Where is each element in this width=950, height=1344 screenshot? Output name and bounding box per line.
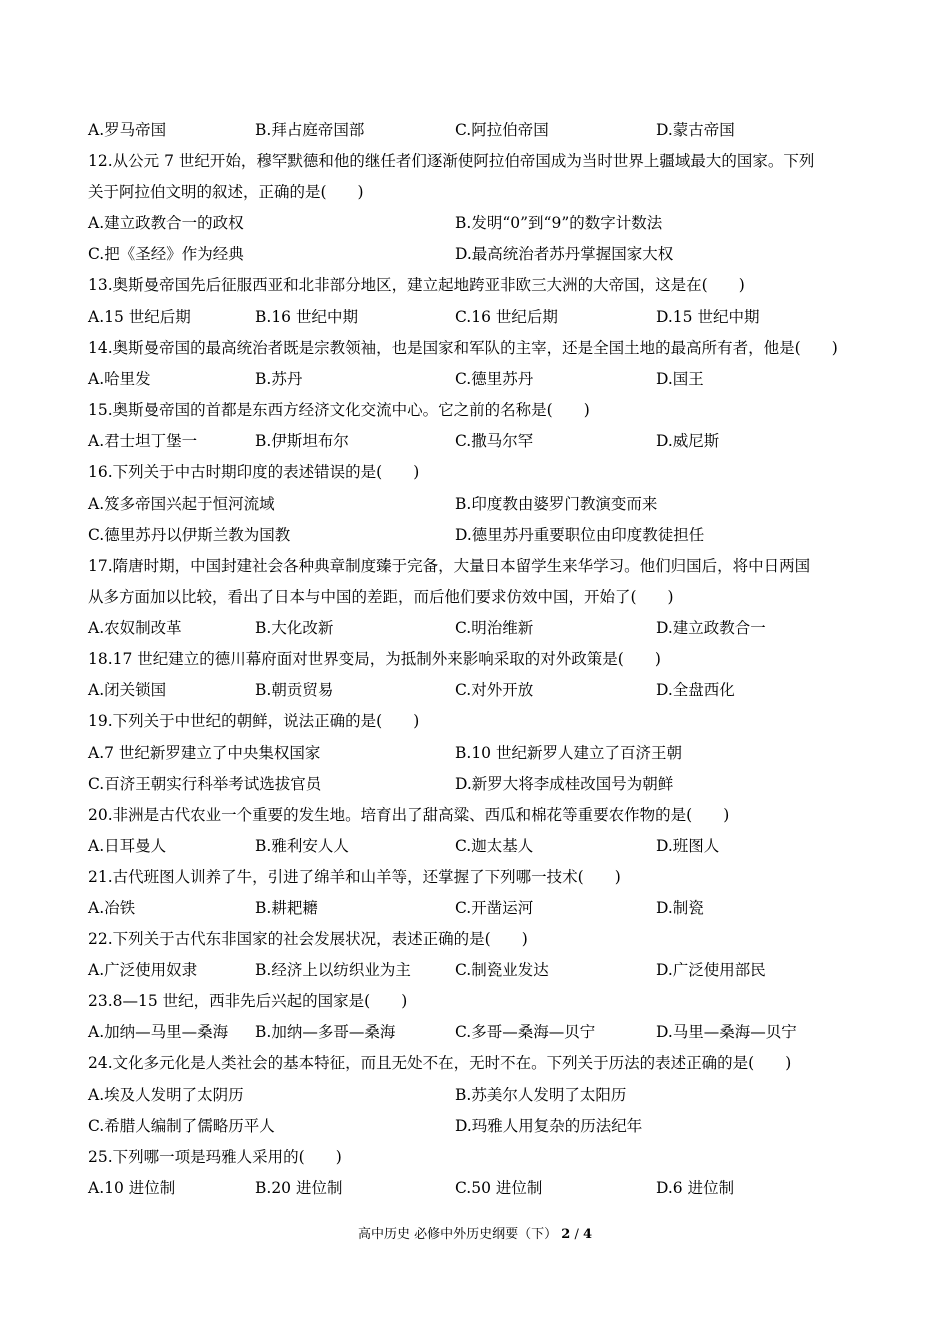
option-a: A.10 进位制 <box>88 1179 176 1197</box>
option-d: D.玛雅人用复杂的历法纪年 <box>455 1117 643 1135</box>
option-c: C.把《圣经》作为经典 <box>88 245 244 263</box>
option-b: B.苏美尔人发明了太阳历 <box>455 1086 627 1104</box>
option-d: D.马里—桑海—贝宁 <box>656 1023 797 1041</box>
footer-title: 高中历史 必修中外历史纲要（下） <box>357 1227 558 1242</box>
option-b: B.朝贡贸易 <box>255 681 334 699</box>
option-c: C.50 进位制 <box>455 1179 543 1197</box>
option-c: C.迦太基人 <box>455 837 534 855</box>
option-c: C.德里苏丹 <box>455 370 534 388</box>
option-c: C.多哥—桑海—贝宁 <box>455 1023 596 1041</box>
option-b: B.雅利安人人 <box>255 837 349 855</box>
option-b: B.加纳—多哥—桑海 <box>255 1023 396 1041</box>
option-a: A.广泛使用奴隶 <box>88 961 198 979</box>
option-c: C.撒马尔罕 <box>455 432 534 450</box>
option-c: C.明治维新 <box>455 619 534 637</box>
option-c: C.开凿运河 <box>455 899 534 917</box>
question-stem: 12.从公元 7 世纪开始，穆罕默德和他的继任者们逐渐使阿拉伯帝国成为当时世界上疆域最大的国家。下列 <box>88 152 815 170</box>
page-footer <box>0 1226 950 1244</box>
question-stem: 18.17 世纪建立的德川幕府面对世界变局，为抵制外来影响采取的对外政策是( ) <box>88 650 661 668</box>
footer-separator: / <box>574 1227 579 1242</box>
option-a: A.日耳曼人 <box>88 837 167 855</box>
option-d: D.15 世纪中期 <box>656 308 760 326</box>
option-a: A.加纳—马里—桑海 <box>88 1023 229 1041</box>
option-c: C.希腊人编制了儒略历平人 <box>88 1117 275 1135</box>
question-stem: 15.奥斯曼帝国的首都是东西方经济文化交流中心。它之前的名称是( ) <box>88 401 590 419</box>
option-a: A.埃及人发明了太阴历 <box>88 1086 244 1104</box>
question-stem: 16.下列关于中古时期印度的表述错误的是( ) <box>88 463 420 481</box>
option-b: B.印度教由婆罗门教演变而来 <box>455 495 658 513</box>
option-c: C.对外开放 <box>455 681 534 699</box>
option-c: C.阿拉伯帝国 <box>455 121 549 139</box>
option-d: D.德里苏丹重要职位由印度教徒担任 <box>455 526 705 544</box>
option-c: C.16 世纪后期 <box>455 308 558 326</box>
option-b: B.大化改新 <box>255 619 334 637</box>
option-b: B.发明“0”到“9”的数字计数法 <box>455 214 663 232</box>
question-stem: 25.下列哪一项是玛雅人采用的( ) <box>88 1148 342 1166</box>
footer-page-number: 2 <box>561 1227 571 1242</box>
question-stem: 22.下列关于古代东非国家的社会发展状况，表述正确的是( ) <box>88 930 528 948</box>
option-b: B.20 进位制 <box>255 1179 343 1197</box>
option-d: D.6 进位制 <box>656 1179 735 1197</box>
option-a: A.建立政教合一的政权 <box>88 214 244 232</box>
footer-total-pages: 4 <box>582 1227 593 1242</box>
option-b: B.苏丹 <box>255 370 303 388</box>
option-d: D.最高统治者苏丹掌握国家大权 <box>455 245 674 263</box>
option-c: C.德里苏丹以伊斯兰教为国教 <box>88 526 291 544</box>
option-d: D.蒙古帝国 <box>656 121 735 139</box>
option-a: A.冶铁 <box>88 899 136 917</box>
question-stem: 13.奥斯曼帝国先后征服西亚和北非部分地区，建立起地跨亚非欧三大洲的大帝国，这是在( ) <box>88 276 745 294</box>
option-a: A.罗马帝国 <box>88 121 167 139</box>
option-b: B.经济上以纺织业为主 <box>255 961 411 979</box>
option-a: A.农奴制改革 <box>88 619 182 637</box>
question-stem: 17.隋唐时期，中国封建社会各种典章制度臻于完备，大量日本留学生来华学习。他们归国后，将中日两国 <box>88 557 811 575</box>
option-a: A.7 世纪新罗建立了中央集权国家 <box>88 744 321 762</box>
question-stem: 关于阿拉伯文明的叙述，正确的是( ) <box>88 183 364 201</box>
option-a: A.闭关锁国 <box>88 681 167 699</box>
option-b: B.耕耙耱 <box>255 899 318 917</box>
option-c: C.制瓷业发达 <box>455 961 549 979</box>
option-a: A.哈里发 <box>88 370 151 388</box>
question-stem: 14.奥斯曼帝国的最高统治者既是宗教领袖，也是国家和军队的主宰，还是全国土地的最高所有者，他是( ) <box>88 339 838 357</box>
option-d: D.威尼斯 <box>656 432 720 450</box>
option-c: C.百济王朝实行科举考试选拔官员 <box>88 775 322 793</box>
option-a: A.15 世纪后期 <box>88 308 191 326</box>
option-d: D.班图人 <box>656 837 720 855</box>
option-d: D.制瓷 <box>656 899 704 917</box>
option-b: B.16 世纪中期 <box>255 308 358 326</box>
option-a: A.君士坦丁堡一 <box>88 432 198 450</box>
option-d: D.建立政教合一 <box>656 619 766 637</box>
option-a: A.笈多帝国兴起于恒河流域 <box>88 495 275 513</box>
question-stem: 20.非洲是古代农业一个重要的发生地。培育出了甜高粱、西瓜和棉花等重要农作物的是( ) <box>88 806 730 824</box>
option-d: D.新罗大将李成桂改国号为朝鲜 <box>455 775 674 793</box>
option-b: B.拜占庭帝国部 <box>255 121 365 139</box>
option-d: D.国王 <box>656 370 704 388</box>
question-stem: 23.8—15 世纪，西非先后兴起的国家是( ) <box>88 992 408 1010</box>
question-stem: 19.下列关于中世纪的朝鲜，说法正确的是( ) <box>88 712 420 730</box>
question-stem: 21.古代班图人训养了牛，引进了绵羊和山羊等，还掌握了下列哪一技术( ) <box>88 868 621 886</box>
question-stem: 24.文化多元化是人类社会的基本特征，而且无处不在，无时不在。下列关于历法的表述正确的是( ) <box>88 1054 792 1072</box>
option-b: B.伊斯坦布尔 <box>255 432 349 450</box>
question-stem: 从多方面加以比较，看出了日本与中国的差距，而后他们要求仿效中国，开始了( ) <box>88 588 674 606</box>
option-d: D.广泛使用部民 <box>656 961 766 979</box>
option-d: D.全盘西化 <box>656 681 735 699</box>
option-b: B.10 世纪新罗人建立了百济王朝 <box>455 744 682 762</box>
